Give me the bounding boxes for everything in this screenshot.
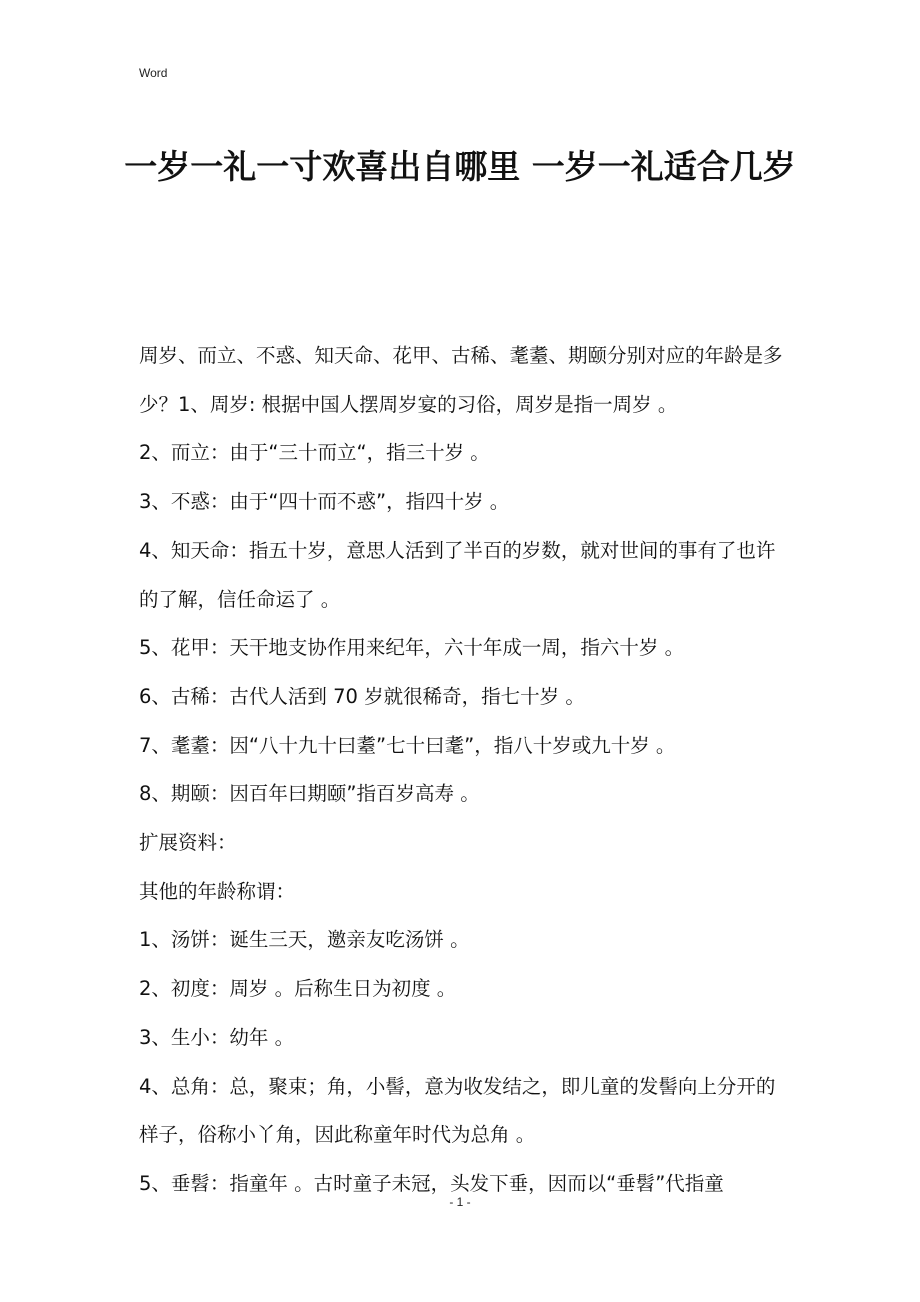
paragraph: 3、生小：幼年 。 (139, 1025, 295, 1049)
paragraph: 1、汤饼：诞生三天，邀亲友吃汤饼 。 (139, 928, 470, 952)
paragraph: 2、初度：周岁 。后称生日为初度 。 (139, 977, 457, 1001)
paragraph: 4、知天命：指五十岁，意思人活到了半百的岁数，就对世间的事有了也许的了解，信任命运了 。 (139, 538, 776, 611)
document-body (139, 332, 789, 1209)
document-header-label: Word (139, 66, 168, 80)
paragraph: 周岁、而立、不惑、知天命、花甲、古稀、耄耋、期颐分别对应的年龄是多少？1、周岁: 根据中国人摆周岁宴的习俗，周岁是指一周岁 。 (139, 344, 783, 416)
page-number: - 1 - (449, 1195, 471, 1209)
paragraph: 8、期颐：因百年曰期颐”指百岁高寿 。 (139, 782, 480, 806)
paragraph: 2、而立：由于“三十而立“，指三十岁 。 (139, 441, 490, 465)
paragraph: 扩展资料： (139, 831, 237, 855)
paragraph: 3、不惑：由于“四十而不惑”，指四十岁 。 (139, 490, 510, 514)
paragraph: 5、花甲：天干地支协作用来纪年，六十年成一周，指六十岁 。 (139, 636, 685, 660)
paragraph: 6、古稀：古代人活到 70 岁就很稀奇，指七十岁 。 (139, 684, 585, 708)
paragraph: 4、总角：总，聚束；角，小髻，意为收发结之，即儿童的发髻向上分开的样子，俗称小丫角，因此称童年时代为总角 。 (139, 1074, 776, 1147)
paragraph: 其他的年龄称谓： (139, 879, 296, 903)
document-title: 一岁一礼一寸欢喜出自哪里 一岁一礼适合几岁 (124, 147, 796, 186)
paragraph: 7、耄耋：因“八十九十曰耋”七十曰耄”，指八十岁或九十岁 。 (139, 733, 676, 757)
paragraph: 5、垂髫：指童年 。古时童子未冠，头发下垂，因而以“垂髫”代指童 (139, 1171, 724, 1195)
